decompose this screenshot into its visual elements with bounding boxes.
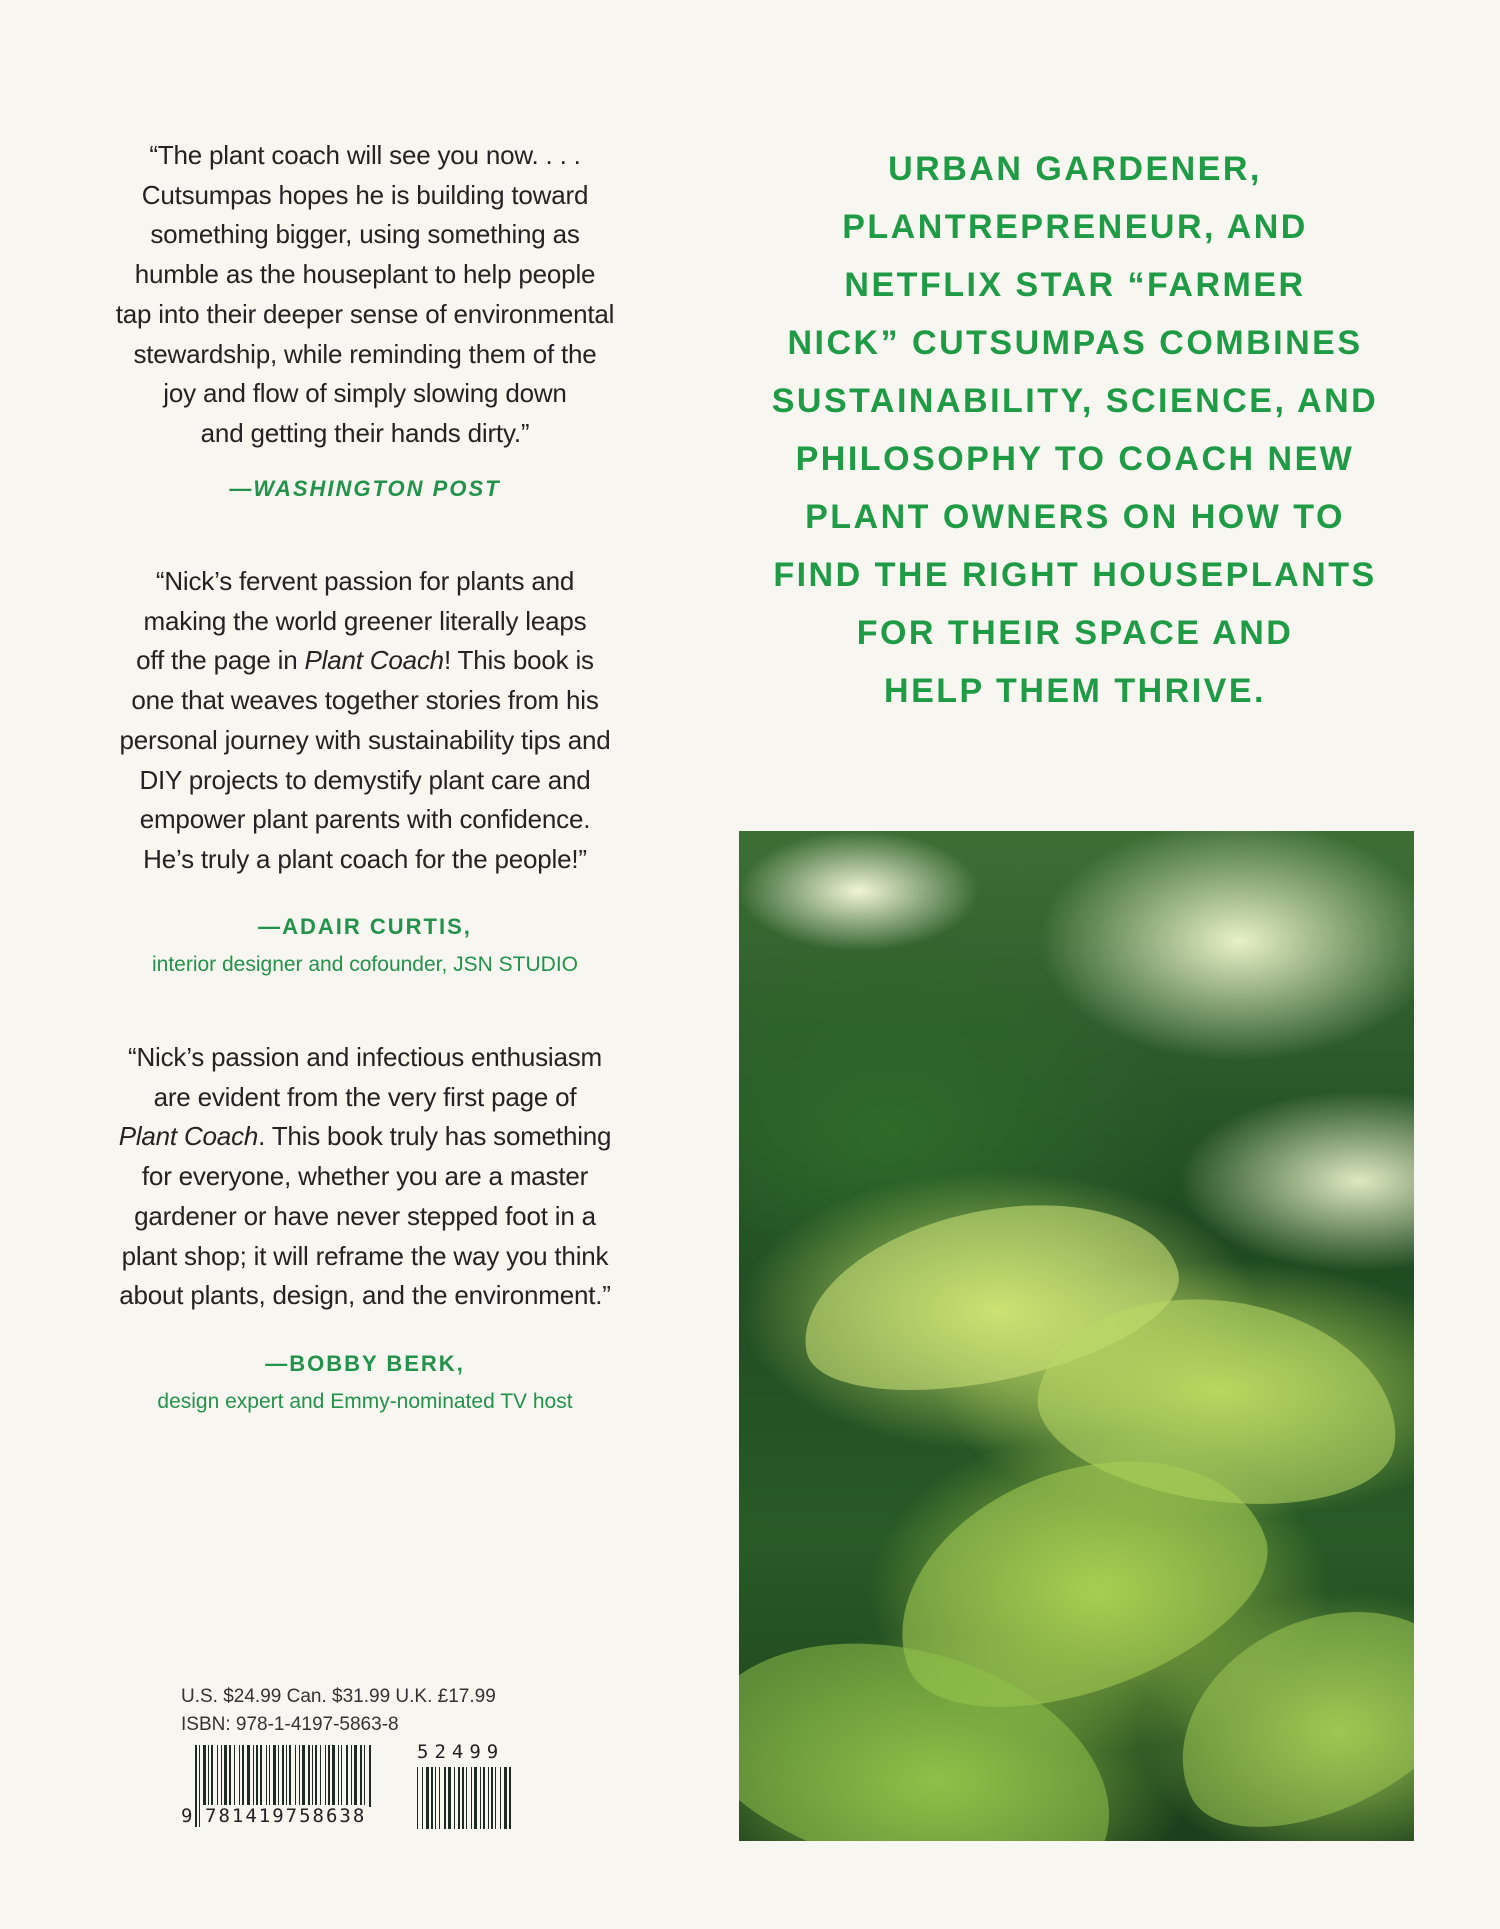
barcode-bar [299, 1745, 300, 1807]
barcode-bar [266, 1745, 267, 1807]
quote-line: tap into their deeper sense of environmental [115, 298, 615, 329]
quote-attribution: —WASHINGTON POST [229, 476, 501, 501]
barcode-bar [253, 1745, 254, 1807]
barcode-bar [247, 1745, 250, 1807]
barcode-bar [444, 1767, 446, 1829]
barcode-bar [315, 1745, 317, 1807]
book-blurb [760, 140, 1390, 720]
barcode-bar [504, 1767, 507, 1829]
quote-line: are evident from the very first page of [153, 1081, 577, 1112]
isbn-barcode [181, 1741, 521, 1830]
barcode-addon-digits: 52499 [417, 1741, 505, 1763]
barcode-bar [483, 1767, 485, 1829]
barcode-bar [260, 1745, 262, 1807]
barcode-bar [426, 1767, 429, 1829]
quote-line: stewardship, while reminding them of the [133, 338, 597, 369]
barcode-bar [203, 1745, 206, 1807]
blurb-line: HELP THEM THRIVE. [884, 672, 1266, 710]
quote-line: personal journey with sustainability tips and [119, 724, 611, 755]
barcode-bar [289, 1745, 291, 1807]
barcode-bar [234, 1745, 235, 1807]
barcode-bar [346, 1745, 348, 1807]
barcode-bar [239, 1745, 240, 1807]
quote-line: joy and flow of simply slowing down [163, 378, 567, 409]
barcode-bar [458, 1767, 460, 1829]
quote-line: DIY projects to demystify plant care and [139, 764, 591, 795]
quote-washington-post [40, 136, 690, 454]
attribution-role: design expert and Emmy-nominated TV host [157, 1390, 573, 1413]
barcode-bar [364, 1745, 365, 1807]
blurb-line: SUSTAINABILITY, SCIENCE, AND [771, 382, 1379, 420]
barcode-bar [269, 1745, 270, 1807]
barcode-bar [256, 1745, 258, 1807]
barcode-bar [341, 1745, 342, 1807]
quote-line: “Nick’s passion and infectious enthusiasm [127, 1042, 602, 1072]
barcode-lead-digit: 9 [181, 1805, 195, 1827]
houseplant-photo [739, 831, 1414, 1841]
quote-line: “The plant coach will see you now. . . . [149, 140, 581, 170]
barcode-bar [208, 1745, 209, 1807]
barcode-bar [471, 1767, 472, 1829]
quote-attribution: —ADAIR CURTIS, [258, 914, 472, 939]
barcode-bar [491, 1767, 493, 1829]
barcode-bar [211, 1745, 213, 1807]
barcode-bar [242, 1745, 244, 1807]
book-title: Plant Coach [118, 1121, 259, 1152]
quote-text: . This book truly has something [258, 1121, 612, 1152]
blurb-line: PHILOSOPHY TO COACH NEW [795, 440, 1355, 478]
barcode-bar [509, 1767, 511, 1829]
barcode-bar [500, 1767, 501, 1829]
barcode-bar [199, 1745, 200, 1827]
quote-line: about plants, design, and the environment.” [119, 1280, 611, 1311]
blurb-line: PLANT OWNERS ON HOW TO [805, 498, 1345, 536]
barcode-bar [417, 1767, 418, 1829]
barcode-bar [282, 1745, 284, 1807]
book-title: Plant Coach [304, 645, 444, 676]
barcode-bar [448, 1767, 451, 1829]
barcode-bar [332, 1745, 335, 1807]
barcode-bar [354, 1745, 357, 1807]
quote-line: one that weaves together stories from his [131, 685, 599, 716]
barcode-bar [221, 1745, 222, 1807]
barcode-bar [462, 1767, 464, 1829]
quote-line: plant shop; it will reframe the way you think [121, 1240, 609, 1271]
barcode-bar [422, 1767, 423, 1829]
barcode-bar [474, 1767, 477, 1829]
barcode-bar [488, 1767, 489, 1829]
quote-line: for everyone, whether you are a master [141, 1161, 589, 1192]
barcode-bar [466, 1767, 467, 1829]
pricing-info [181, 1683, 496, 1739]
blurb-line: FOR THEIR SPACE AND [856, 614, 1294, 652]
quote-bobby-berk [40, 1038, 690, 1316]
barcode-bar [278, 1745, 279, 1807]
barcode-bar [431, 1767, 433, 1829]
barcode-bar [312, 1745, 313, 1807]
barcode-bar [308, 1745, 310, 1807]
barcode-bar [495, 1767, 496, 1829]
quote-line: making the world greener literally leaps [143, 605, 587, 636]
prices: U.S. $24.99 Can. $31.99 U.K. £17.99 [181, 1686, 496, 1707]
barcode-bar [295, 1745, 296, 1807]
quote-line [40, 641, 690, 681]
quote-line: empower plant parents with confidence. [139, 804, 591, 835]
barcode-bar [480, 1767, 481, 1829]
quote-attribution: —BOBBY BERK, [265, 1351, 465, 1376]
quote-adair-curtis [40, 562, 690, 880]
quote-line: “Nick’s fervent passion for plants and [155, 566, 575, 596]
quote-text: off the page in [136, 645, 305, 676]
attribution-role: interior designer and cofounder, JSN STUDIO [151, 953, 579, 976]
quote-line: humble as the houseplant to help people [134, 259, 596, 290]
blurb-line: NICK” CUTSUMPAS COMBINES [787, 324, 1363, 362]
blurb-line: URBAN GARDENER, [888, 150, 1262, 188]
quote-text: ! This book is [443, 645, 594, 676]
barcode-bar [454, 1767, 455, 1829]
barcode-bar [351, 1745, 352, 1807]
quote-line: Cutsumpas hopes he is building toward [141, 179, 589, 210]
barcode-bar [320, 1745, 321, 1807]
barcode-bar [217, 1745, 218, 1807]
quote-line: He’s truly a plant coach for the people!” [143, 843, 587, 874]
quote-line: something bigger, using something as [150, 219, 580, 250]
barcode-bar [328, 1745, 330, 1807]
quote-line: and getting their hands dirty.” [200, 417, 530, 448]
barcode-bar [435, 1767, 436, 1829]
barcode-bar [302, 1745, 305, 1807]
barcode-bar [325, 1745, 326, 1807]
barcode-bar [338, 1745, 339, 1807]
quote-line [40, 1117, 690, 1157]
barcode-bar [273, 1745, 276, 1807]
quote-line: gardener or have never stepped foot in a [134, 1200, 596, 1231]
barcode-bar [360, 1745, 362, 1807]
barcode-bar [369, 1745, 371, 1807]
barcode-main-digits: 781419758638 [205, 1805, 367, 1827]
barcode-bar [195, 1745, 197, 1827]
isbn: ISBN: 978-1-4197-5863-8 [181, 1714, 399, 1735]
blurb-line: PLANTREPRENEUR, AND [842, 208, 1308, 246]
barcode-bar [229, 1745, 231, 1807]
blurb-line: NETFLIX STAR “FARMER [844, 266, 1306, 304]
barcode-bar [286, 1745, 287, 1807]
barcode-bar [224, 1745, 227, 1807]
blurb-line: FIND THE RIGHT HOUSEPLANTS [773, 556, 1377, 594]
barcode-bar [439, 1767, 440, 1829]
